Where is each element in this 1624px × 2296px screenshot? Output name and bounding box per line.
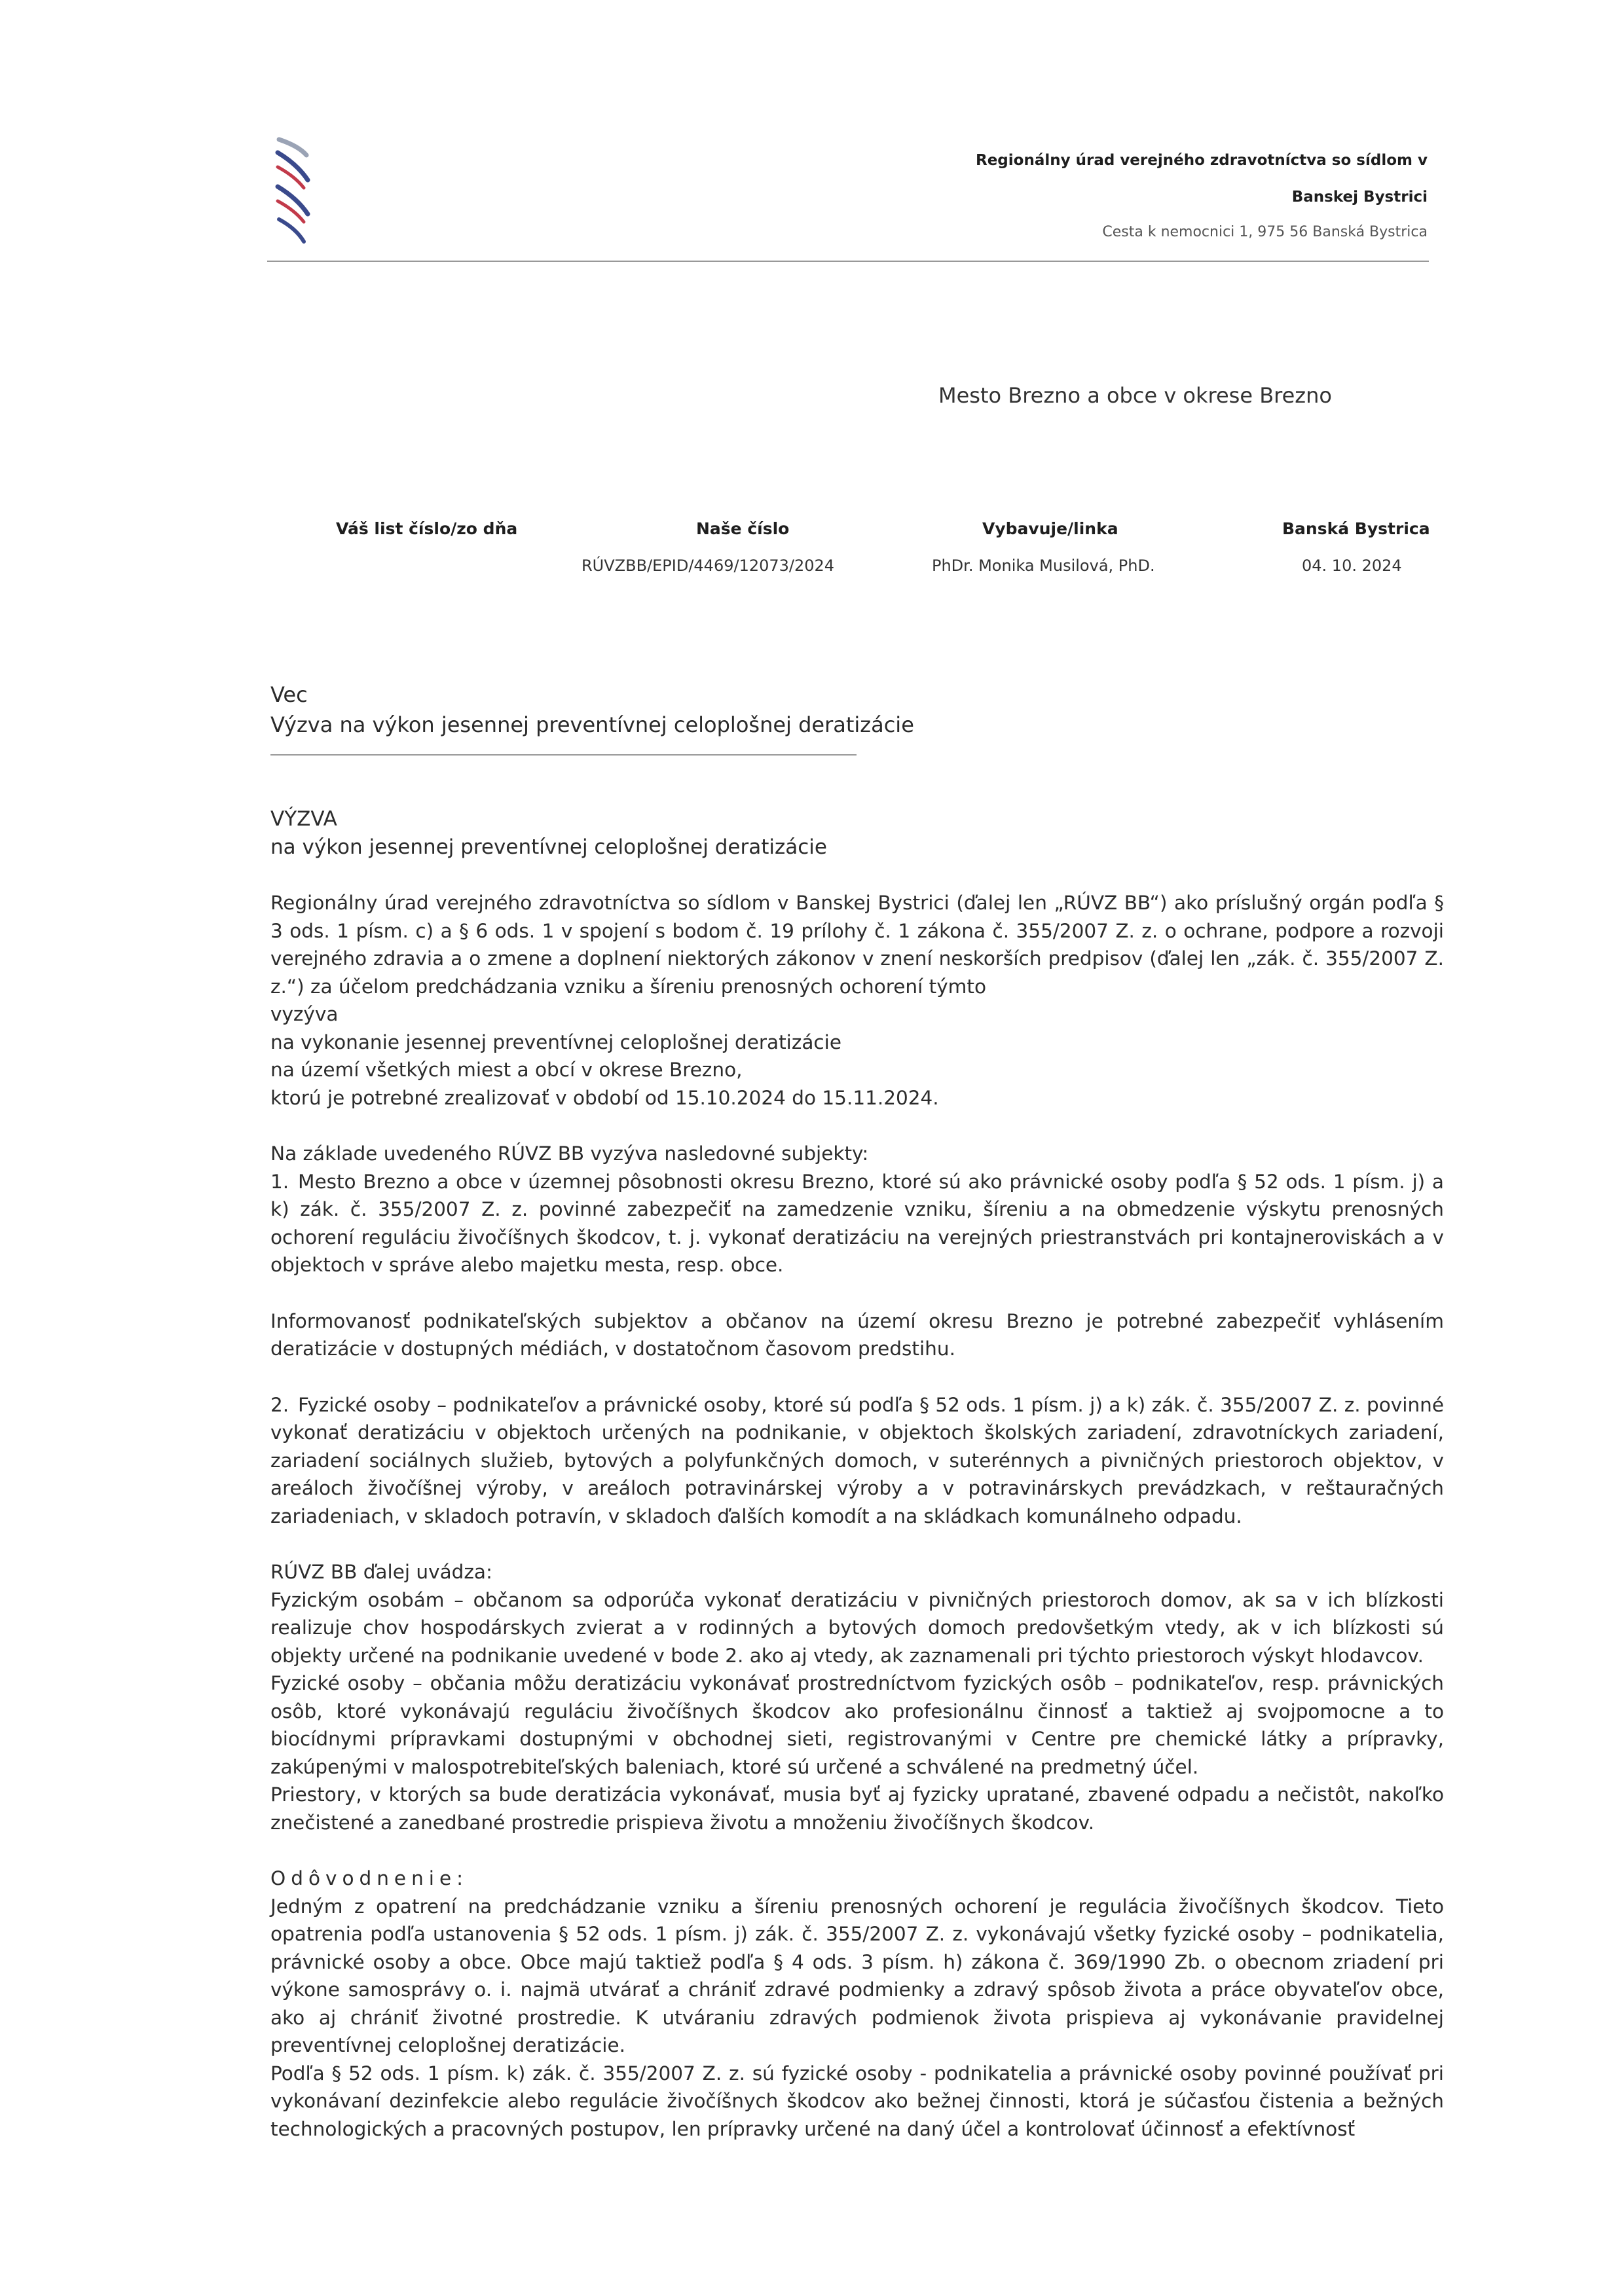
handled-by-label: Vybavuje/linka xyxy=(982,519,1118,538)
ruvz-logo-icon xyxy=(274,134,314,246)
item-2-text: Fyzické osoby – podnikateľov a právnické osoby, ktoré sú podľa § 52 ods. 1 písm. j) a k) zák. č. 355/2007 Z. z. povinné vykonať deratizáciu v objektoch určených na podnikanie, v objektoch školských zariadení, zdravotníckych zariadení, zariadení sociálnych služieb, bytových a polyfunkčných domoch, v suterénnych a pivničných priestoroch objektov, v areáloch živočíšnej výroby, v areáloch potravinárskej výroby a v potravinárskych prevádzkach, v reštauračných zariadeniach, v skladoch potravín, v skladoch ďalších komodít a na skládkach komunálneho odpadu. xyxy=(270,1393,1444,1527)
further-paragraph-1: Fyzickým osobám – občanom sa odporúča vykonať deratizáciu v pivničných priestoroch domov, ak sa v ich blízkosti realizuje chov hospodárskych zvierat a v rodinných a bytových domoch predovšetkým vtedy, ak v ich blízkosti sú objekty určené na podnikanie uvedené v bode 2. ako aj vtedy, ak zaznamenali pri týchto priestoroch výskyt hlodavcov. xyxy=(270,1588,1444,1667)
calls-word: vyzýva xyxy=(270,1003,339,1025)
place-label: Banská Bystrica xyxy=(1282,519,1430,538)
subject-text: Výzva na výkon jesennej preventívnej celoplošnej deratizácie xyxy=(270,712,914,737)
call-line-2: na území všetkých miest a obcí v okrese Brezno, xyxy=(270,1059,743,1081)
further-label: RÚVZ BB ďalej uvádza: xyxy=(270,1561,492,1583)
letter-body xyxy=(270,805,1444,2143)
call-title-sub: na výkon jesennej preventívnej celoplošnej deratizácie xyxy=(270,835,827,859)
item-2 xyxy=(270,1391,1444,1531)
your-letter-label: Váš list číslo/zo dňa xyxy=(336,519,518,538)
justification-label: Odôvodnenie: xyxy=(270,1867,469,1889)
item-1-number: 1. xyxy=(270,1170,289,1193)
document-date: 04. 10. 2024 xyxy=(1302,556,1402,575)
our-number-label: Naše číslo xyxy=(696,519,790,538)
subject-label: Vec xyxy=(270,682,308,707)
further-paragraph-2: Fyzické osoby – občania môžu deratizáciu vykonávať prostredníctvom fyzických osôb – podnikateľov, resp. právnických osôb, ktoré vykonávajú reguláciu živočíšnych škodcov ako profesionálnu činnosť a taktiež aj svojpomocne a to biocídnymi prípravkami dostupnými v obchodnej sieti, registrovanými v Centre pre chemické látky a prípravky, zakúpenými v malospotrebiteľských baleniach, ktoré sú určené a schválené na predmetný účel. xyxy=(270,1672,1444,1778)
subject-underline xyxy=(270,754,857,756)
office-name-line2: Banskej Bystrici xyxy=(1291,189,1428,206)
call-line-1: na vykonanie jesennej preventívnej celoplošnej deratizácie xyxy=(270,1030,841,1053)
subjects-intro: Na základe uvedeného RÚVZ BB vyzýva nasledovné subjekty: xyxy=(270,1142,869,1165)
header-divider xyxy=(267,261,1429,262)
further-paragraph-3: Priestory, v ktorých sa bude deratizácia vykonávať, musia byť aj fyzicky upratané, zbavené odpadu a nečistôt, nakoľko znečistené a zanedbané prostredie prispieva životu a množeniu živočíšnych škodcov. xyxy=(270,1783,1444,1834)
call-line-3: ktorú je potrebné zrealizovať v období od 15.10.2024 do 15.11.2024. xyxy=(270,1086,939,1109)
intro-paragraph: Regionálny úrad verejného zdravotníctva so sídlom v Banskej Bystrici (ďalej len „RÚVZ BB“) ako príslušný orgán podľa § 3 ods. 1 písm. c) a § 6 ods. 1 v spojení s bodom č. 19 prílohy č. 1 zákona č. 355/2007 Z. z. o ochrane, podpore a rozvoji verejného zdravia a o zmene a doplnení niektorých zákonov v znení neskorších predpisov (ďalej len „zák. č. 355/2007 Z. z.“) za účelom predchádzania vzniku a šíreniu prenosných ochorení týmto xyxy=(270,892,1444,998)
office-address: Cesta k nemocnici 1, 975 56 Banská Bystrica xyxy=(1102,224,1428,240)
justification-paragraph-1: Jedným z opatrení na predchádzanie vzniku a šíreniu prenosných ochorení je regulácia živočíšnych škodcov. Tieto opatrenia podľa ustanovenia § 52 ods. 1 písm. j) zák. č. 355/2007 Z. z. vykonávajú všetky fyzické osoby – podnikatelia, právnické osoby a obce. Obce majú taktiež podľa § 4 ods. 3 písm. h) zákona č. 369/1990 Zb. o obecnom zriadení pri výkone samosprávy o. i. najmä utvárať a chrániť zdravé podmienky a zdravý spôsob života a práce obyvateľov obce, ako aj chrániť životné prostredie. K utváraniu zdravých podmienok života prispieva aj vykonávanie pravidelnej preventívnej celoplošnej deratizácie. xyxy=(270,1895,1444,2056)
item-1 xyxy=(270,1168,1444,1279)
our-number: RÚVZBB/EPID/4469/12073/2024 xyxy=(581,556,835,575)
call-title: VÝZVA xyxy=(270,807,337,831)
handled-by: PhDr. Monika Musilová, PhD. xyxy=(932,556,1155,575)
justification-paragraph-2: Podľa § 52 ods. 1 písm. k) zák. č. 355/2007 Z. z. sú fyzické osoby - podnikatelia a právnické osoby povinné používať pri vykonávaní dezinfekcie alebo regulácie živočíšnych škodcov ako bežnej činnosti, ktorá je súčasťou čistenia a bežných technologických a pracovných postupov, len prípravky určené na daný účel a kontrolovať účinnosť a efektívnosť xyxy=(270,2062,1444,2140)
office-name-line1: Regionálny úrad verejného zdravotníctva so sídlom v xyxy=(976,152,1428,169)
addressee: Mesto Brezno a obce v okrese Brezno xyxy=(938,383,1332,408)
item-1-text: Mesto Brezno a obce v územnej pôsobnosti okresu Brezno, ktoré sú ako právnické osoby podľa § 52 ods. 1 písm. j) a k) zák. č. 355/2007 Z. z. povinné zabezpečiť na zamedzenie vzniku, šíreniu a na obmedzenie výskytu prenosných ochorení reguláciu živočíšnych škodcov, t. j. vykonať deratizáciu na verejných priestranstvách pri kontajneroviskách a v objektoch v správe alebo majetku mesta, resp. obce. xyxy=(270,1170,1444,1276)
info-paragraph: Informovanosť podnikateľských subjektov a občanov na území okresu Brezno je potrebné zabezpečiť vyhlásením deratizácie v dostupných médiách, v dostatočnom časovom predstihu. xyxy=(270,1309,1444,1360)
item-2-number: 2. xyxy=(270,1393,289,1416)
